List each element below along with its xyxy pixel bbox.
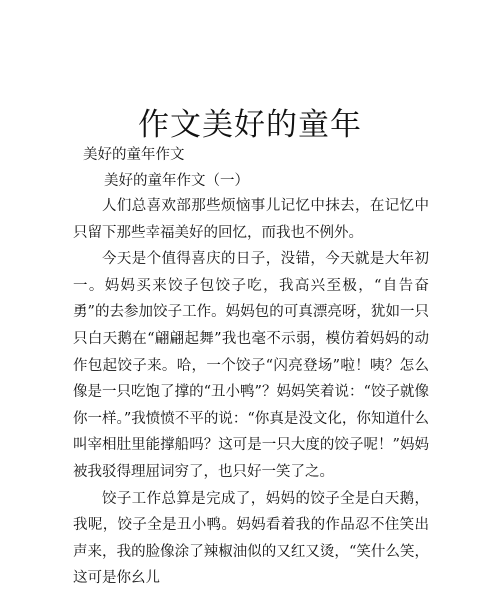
paragraph: 饺子工作总算是完成了，妈妈的饺子全是白天鹅，我呢，饺子全是丑小鸭。妈妈看着我的作品忍不住笑出声来，我的脸像涂了辣椒油似的又红又烫，“笑什么笑，这可是你幺儿	[73, 490, 429, 587]
paragraph: 今天是个值得喜庆的日子，没错，今天就是大年初一。妈妈买来饺子包饺子吃，我高兴至极，“自告奋勇”的去参加饺子工作。妈妈包的可真漂亮呀，犹如一只只白天鹅在“翩翩起舞”我也毫不示弱，模仿着妈妈的动作包起饺子来。哈，一个饺子“闪亮登场”啦！咦？怎么像是一只吃饱了撑的“丑小鸭”？妈妈笑着说：“饺子就像你一样。”我愤愤不平的说：“你真是没文化，你知道什么叫宰相肚里能撑船吗？这可是一只大度的饺子呢！”妈妈被我驳得理屈词穷了，也只好一笑了之。	[73, 251, 429, 480]
essay-body	[73, 193, 429, 592]
paragraph: 人们总喜欢部那些烦恼事儿记忆中抹去，在记忆中只留下那些幸福美好的回忆，而我也不例外。	[73, 198, 429, 241]
document-title: 作文美好的童年	[138, 106, 362, 143]
essay-heading: 美好的童年作文	[83, 147, 185, 163]
essay-subheading: 美好的童年作文（一）	[104, 173, 249, 189]
